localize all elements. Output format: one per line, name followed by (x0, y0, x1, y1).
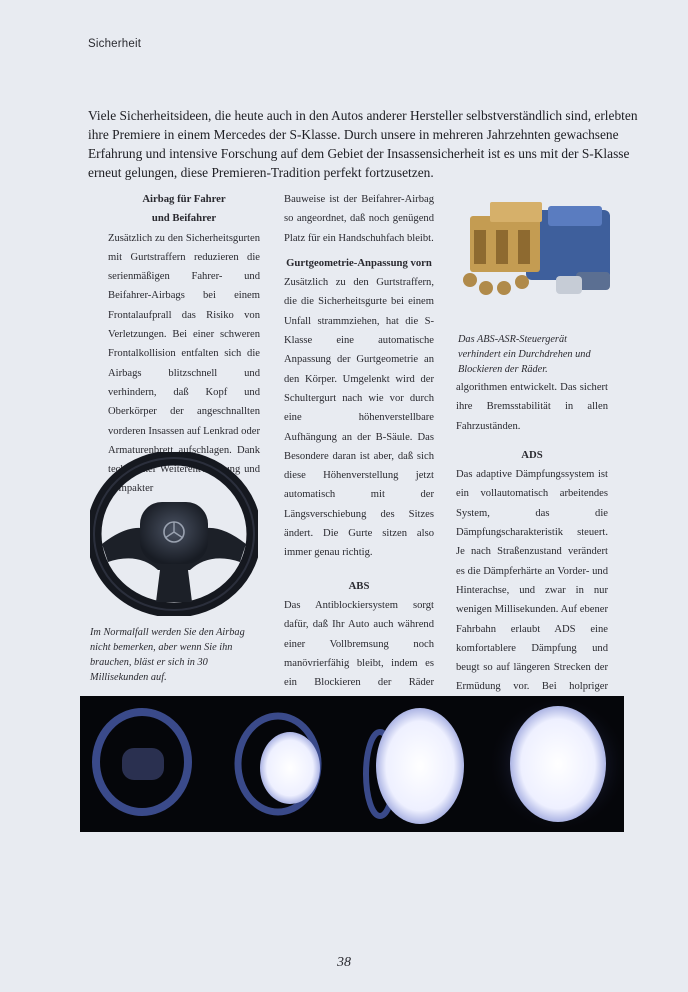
text-gurtgeometrie: Zusätzlich zu den Gurtstraffern, die die Sicherheitsgurte bei einem Unfall strammziehen, hat die S-Klasse eine automatische Anpassung der Gurtgeometrie an den Körper. Umgelenkt wird der Schultergurt nach wie vor durch eine höhenverstellbare Aufhängung an der B-Säule. Das Besondere daran ist aber, daß sich diese Höhenverstellung jetzt automatisch mit der Längsverschiebung des Sitzes ändert. Die Gurte sitzen also immer genau richtig. (284, 277, 434, 559)
heading-airbag-line1: Airbag für Fahrer (142, 193, 226, 205)
heading-abs: ABS (348, 579, 370, 592)
airbag-sequence-image (80, 696, 624, 832)
text-airbag: Zusätzlich zu den Sicherheitsgurten mit Gurtstraffern reduzieren die serienmäßigen Fahrer- und Beifahrer-Airbags bei einem Frontalaufprall das Risiko von Verletzungen. Bei einer schweren Frontalkollision entfalten sich die Airbags blitzschnell und verhindern, daß Kopf und Oberkörper der angeschnallten vorderen Insassen auf Lenkrad oder Armaturenbrett aufschlagen. Dank technischer Weiterentwicklung und kompakter (108, 232, 260, 495)
heading-airbag-line2: und Beifahrer (151, 212, 217, 225)
column-gurt-abs (284, 190, 434, 770)
heading-gurtgeometrie: Gurtgeometrie-Anpassung vorn (286, 256, 432, 269)
page-number: 38 (337, 955, 351, 970)
section-title: Sicherheit (88, 38, 142, 50)
abs-control-unit-image (456, 196, 622, 308)
text-ads: Das adaptive Dämpfungssystem ist ein vollautomatisch arbeitendes System, das die Dämpfungscharakteristik steuert. Je nach Straßenzustand verändert es die Dämpferhärte an Vorder- und Hinterachse, und zwar in nur wenigen Millisekunden. Auf ebener Fahrbahn erlaubt ADS eine komfortablere Dämpfung und beugt so auf längeren Strecken der Ermüdung vor. Bei holpriger (456, 469, 608, 693)
intro-paragraph: Viele Sicherheitsideen, die heute auch in den Autos anderer Hersteller selbstverständlich sind, erlebten ihre Premiere in einem Mercedes der S-Klasse. Durch unsere in mehreren Jahrzehnten gewachsene Erfahrung und intensive Forschung auf dem Gebiet der Insassensicherheit ist es uns mit der S-Klasse erneut gelungen, diese Premieren-Tradition perfekt fortzusetzen. (88, 108, 638, 180)
steering-wheel-image (90, 452, 258, 616)
heading-ads: ADS (521, 448, 543, 461)
text-abs: Das Antiblockiersystem sorgt dafür, daß Ihr Auto auch während einer Vollbremsung noch manövrierfähig bleibt, indem es ein Blockieren der Räder (284, 599, 434, 689)
text-algorithmen: algorithmen entwickelt. Das sichert ihre Bremsstabilität in allen Fahrzuständen. (456, 382, 608, 432)
text-beifahrer: Bauweise ist der Beifahrer-Airbag so angeordnet, daß noch genügend Platz für ein Handschuhfach bleibt. (284, 194, 434, 244)
caption-abs-unit: Das ABS-ASR-Steuergerät verhindert ein Durchdrehen und Blockieren der Räder. (458, 334, 591, 375)
caption-airbag: Im Normalfall werden Sie den Airbag nicht bemerken, aber wenn Sie ihn brauchen, bläst er sich in 30 Millisekunden auf. (90, 627, 245, 683)
